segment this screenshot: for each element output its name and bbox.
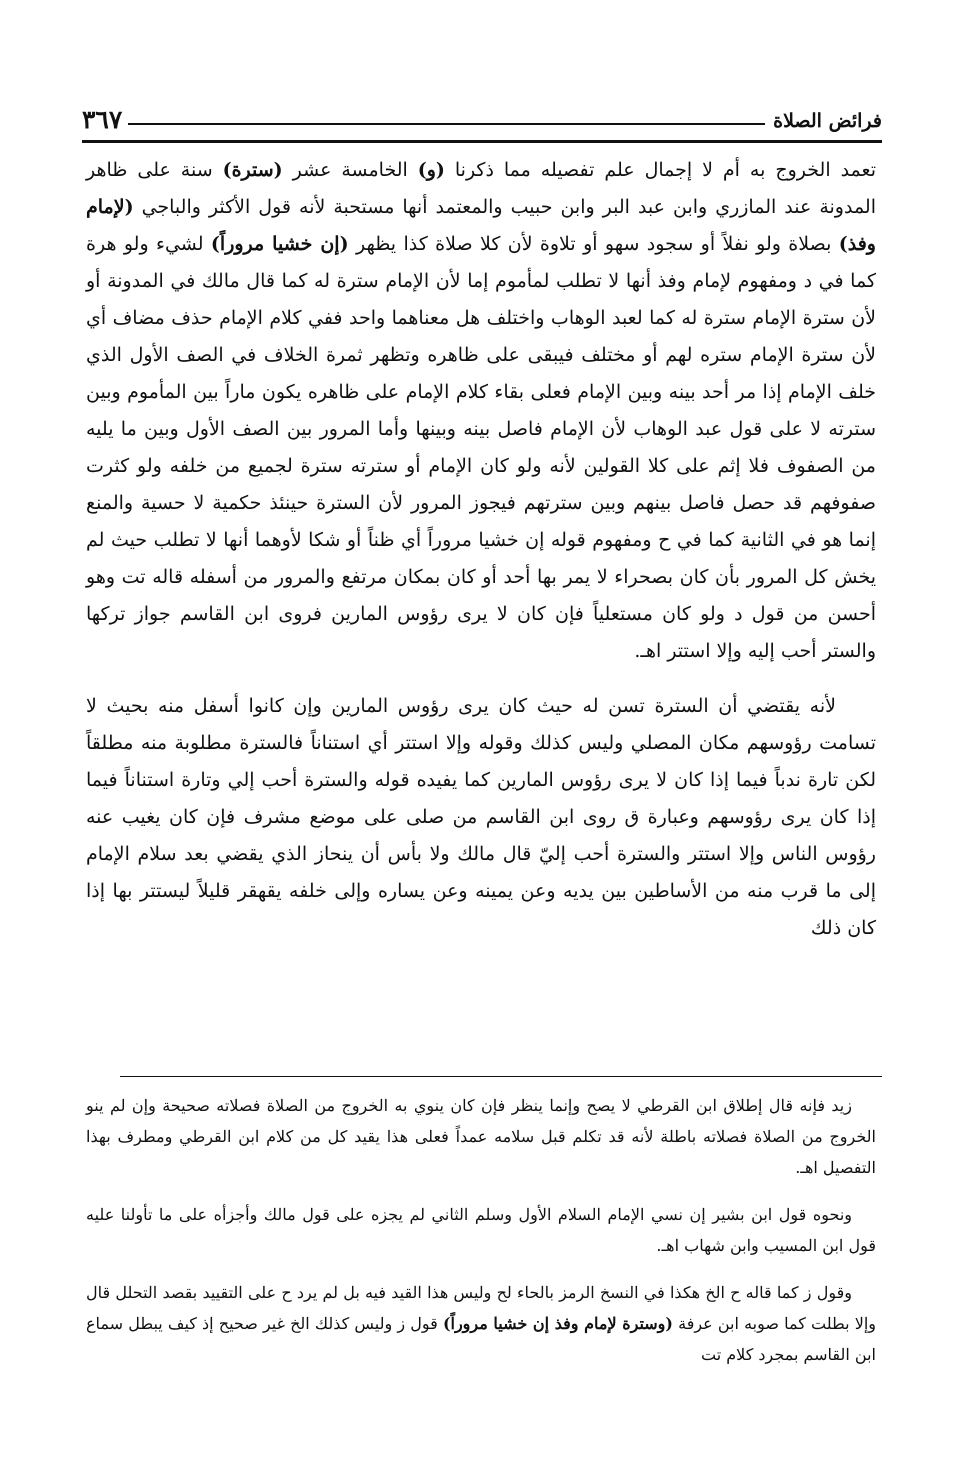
main-paragraph-1: تعمد الخروج به أم لا إجمال علم تفصيله مما ذكرنا (و) الخامسة عشر (سترة) سنة على ظاهر المدونة عند المازري وابن عبد البر وابن حبيب والمعتمد أنها مستحبة لأنه قول الأكثر والباجي (لإمام وفذ) بصلاة ولو نفلاً أو سجود سهو أو تلاوة لأن كلا صلاة كذا يظهر (إن خشيا مروراً) لشيء ولو هرة كما في د ومفهوم لإمام وفذ أنها لا تطلب لمأموم إما لأن الإمام سترة له كما قال مالك في المدونة أو لأن سترة الإمام سترة له كما لعبد الوهاب واختلف هل معناهما واحد ففي كلام الإمام حذف مضاف أي لأن سترة الإمام ستره لهم أو مختلف فيبقى على ظاهره وتظهر ثمرة الخلاف في الصف الأول الذي خلف الإمام إذا مر أحد بينه وبين الإمام فعلى بقاء كلام الإمام على ظاهره يكون ماراً بين المأموم وبين سترته لا على قول عبد الوهاب لأن الإمام فاصل بينه وبينها وأما المرور بين الصف الأول وبين ما يليه من الصفوف فلا إثم على كلا القولين لأنه ولو كان الإمام أو سترته سترة لجميع من خلفه ولو كثرت صفوفهم قد حصل فاصل بينهم وبين سترتهم فيجوز المرور لأن السترة حينئذ حكمية لا حسية والمنع إنما هو في الثانية كما في ح ومفهوم قوله إن خشيا مروراً أي ظناً أو شكا لأوهما أنها لا تطلب حيث لم يخش كل المرور بأن كان بصحراء لا يمر بها أحد أو كان بمكان مرتفع والمرور من أسفله قاله تت وهو أحسن من قول د ولو كان مستعلياً فإن كان لا يرى رؤوس المارين فروى ابن القاسم جواز تركها والستر أحب إليه وإلا استتر اهـ.: [86, 159, 876, 662]
footnote-1: زيد فإنه قال إطلاق ابن القرطي لا يصح وإنما ينظر فإن كان ينوي به الخروج من الصلاة فصلاته صحيحة وإن لم ينو الخروج من الصلاة فصلاته باطلة لأنه قد تكلم قبل سلامه عمداً فعلى هذا يقيد كل من كلام ابن القرطي ومطرف بهذا التفصيل اهـ.: [86, 1096, 876, 1177]
running-header: [82, 92, 882, 132]
matn-term-khashya: (إن خشيا مروراً): [210, 233, 349, 255]
footnote-matn-term: (وسترة لإمام وفذ إن خشيا مروراً): [442, 1314, 673, 1333]
matn-term-wa: (و): [417, 159, 445, 181]
header-line: [128, 123, 765, 125]
page-number: ٣٦٧: [82, 105, 123, 134]
footnotes: [86, 1090, 876, 1386]
main-text: [86, 152, 876, 947]
matn-term-imam: (لإمام وفذ): [86, 196, 876, 255]
matn-term-sutra: (سترة): [222, 159, 283, 181]
footnote-3: وقول ز كما قاله ح الخ هكذا في النسخ الرمز بالحاء لح وليس هذا القيد فيه بل لم يرد ح على التقييد بقصد التحلل قال وإلا بطلت كما صوبه ابن عرفة (وسترة لإمام وفذ إن خشيا مروراً) قول ز وليس كذلك الخ غير صحيح إذ كيف يبطل سماع ابن القاسم بمجرد كلام تت: [86, 1283, 877, 1364]
footnote-2: ونحوه قول ابن بشير إن نسي الإمام السلام الأول وسلم الثاني لم يجزه على قول مالك وأجزأه على ما تأولنا عليه قول ابن المسيب وابن شهاب اهـ.: [86, 1205, 876, 1255]
chapter-title: فرائض الصلاة: [773, 110, 882, 132]
main-paragraph-2: لأنه يقتضي أن السترة تسن له حيث كان يرى رؤوس المارين وإن كانوا أسفل منه بحيث لا تسامت رؤوسهم مكان المصلي وليس كذلك وقوله وإلا استتر أي استناناً فالسترة مطلوبة منه مطلقاً لكن تارة ندباً فيما إذا كان لا يرى رؤوس المارين كما يفيده قوله والسترة أحب إلي وتارة استناناً فيما إذا كان يرى رؤوسهم وعبارة ق روى ابن القاسم من صلى على موضع مشرف فإن كان يغيب عنه رؤوس الناس وإلا استتر والسترة أحب إليّ قال مالك ولا بأس أن ينحاز الذي يقضي بعد سلام الإمام إلى ما قرب منه من الأساطين بين يديه وعن يمينه وعن يساره وإلى خلفه يقهقر قليلاً ليستتر بها إذا كان ذلك: [86, 695, 876, 939]
footnote-separator: [120, 1076, 882, 1077]
header-rule: [82, 140, 882, 143]
